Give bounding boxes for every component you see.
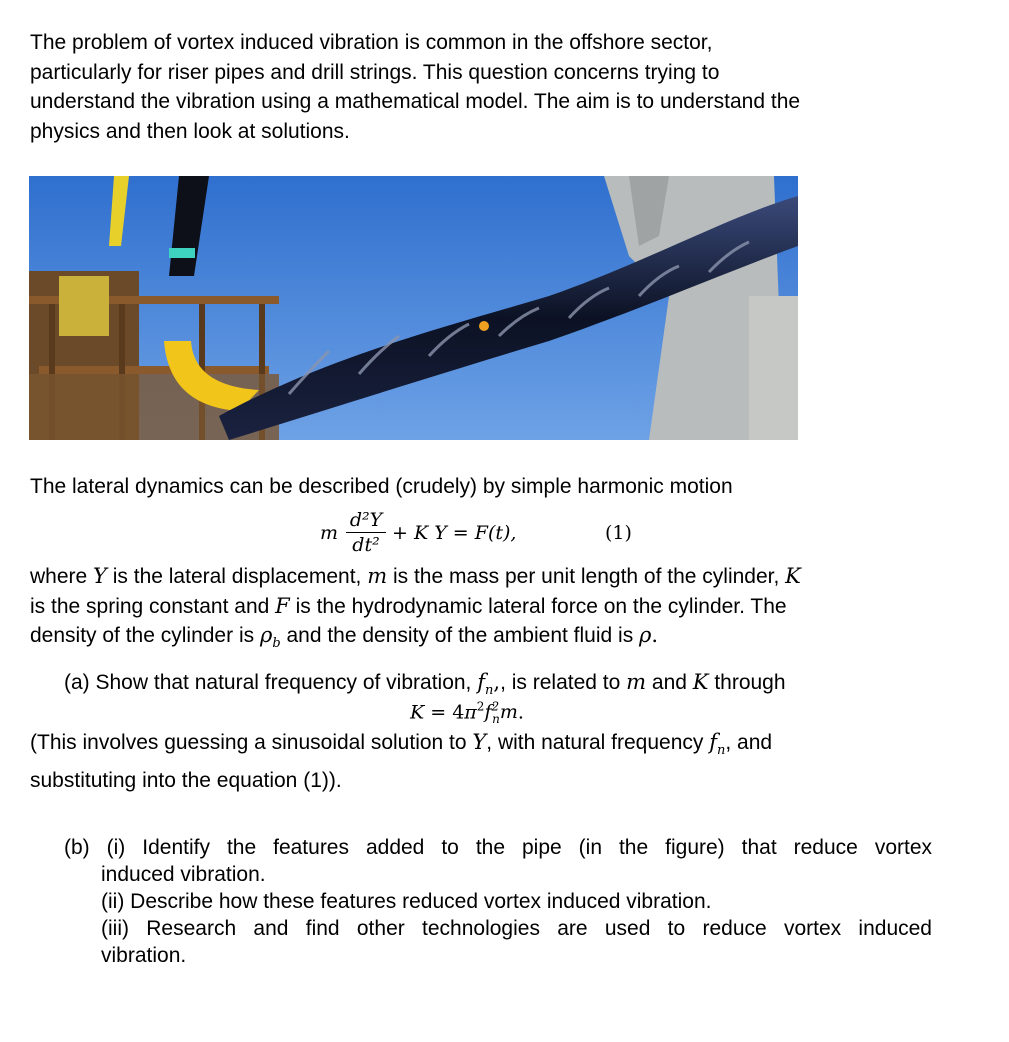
riser-pipe-photo xyxy=(29,176,798,440)
hint-line: (This involves guessing a sinusoidal solution to Y, with natural frequency $f_n$, and xyxy=(30,730,773,759)
equation-number: (1) xyxy=(605,522,632,544)
eq-fraction xyxy=(346,508,386,557)
where-line: density of the cylinder is $\rho_b$ and the density of the ambient fluid is ρ. xyxy=(30,623,659,652)
eq-m: m xyxy=(320,522,339,544)
intro-line: physics and then look at solutions. xyxy=(30,119,350,143)
intro-line: understand the vibration using a mathematical model. The aim is to understand the xyxy=(30,90,801,113)
intro-paragraph xyxy=(30,28,930,146)
intro-line: particularly for riser pipes and drill strings. This question concerns trying to xyxy=(30,60,720,84)
where-line: where Y is the lateral displacement, m is the mass per unit length of the cylinder, K xyxy=(30,564,801,588)
eq-denominator: dt² xyxy=(352,534,380,556)
part-b-line: vibration. xyxy=(101,944,187,967)
part-b-line: (iii) Research and find other technologies are used to reduce vortex induced xyxy=(101,917,932,940)
equation-k: $K = 4\pi^2f^2_nm$. xyxy=(410,700,524,727)
part-b-line: (b) (i) Identify the features added to the pipe (in the figure) that reduce vortex xyxy=(64,836,932,859)
part-b-line: induced vibration. xyxy=(101,863,266,886)
eq-numerator: d²Y xyxy=(349,509,383,531)
eq-rest: + K Y = F(t), xyxy=(392,522,517,544)
where-line: is the spring constant and F is the hydrodynamic lateral force on the cylinder. The xyxy=(30,593,787,618)
variable-definitions xyxy=(30,562,930,659)
dynamics-intro: The lateral dynamics can be described (crudely) by simple harmonic motion xyxy=(30,475,733,498)
part-a-question: (a) Show that natural frequency of vibration, $f_n$,, is related to m and K through xyxy=(64,670,786,699)
intro-line: The problem of vortex induced vibration is common in the offshore sector, xyxy=(30,31,713,54)
hint-line: substituting into the equation (1)). xyxy=(30,768,342,792)
part-b-line: (ii) Describe how these features reduced vortex induced vibration. xyxy=(101,890,712,913)
part-b-question xyxy=(64,834,932,969)
hint-text xyxy=(30,728,930,795)
